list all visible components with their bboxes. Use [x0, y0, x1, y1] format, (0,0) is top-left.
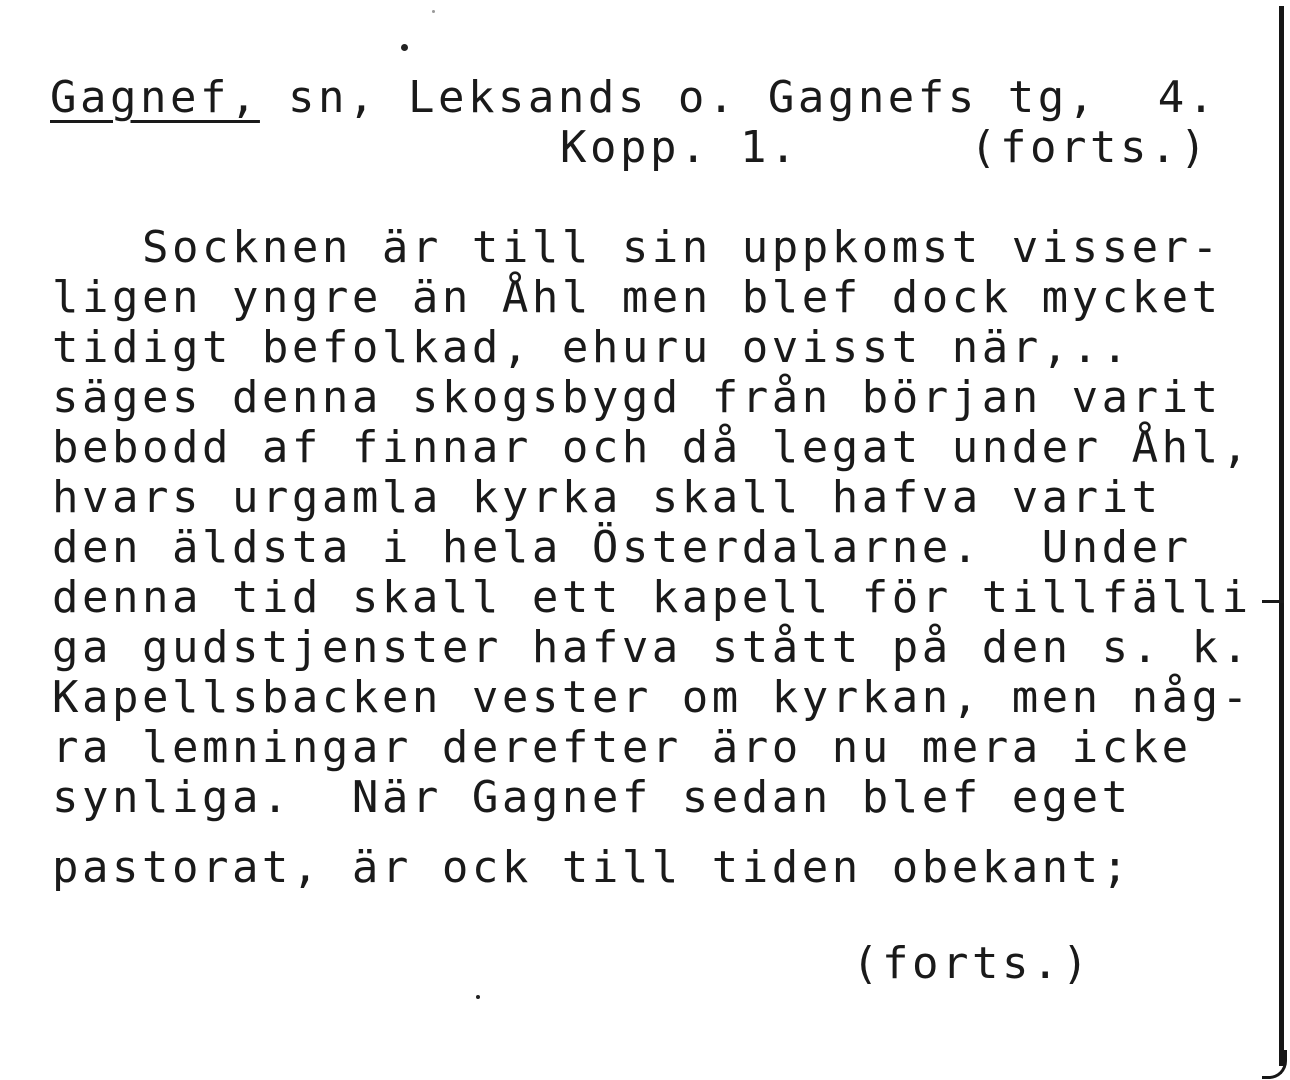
body-line: synliga. När Gagnef sedan blef eget [52, 772, 1132, 823]
card-right-edge [1279, 6, 1284, 1066]
margin-hyphen [1262, 600, 1284, 603]
body-line: tidigt befolkad, ehuru ovisst när,.. [52, 322, 1132, 373]
body-line: ra lemningar derefter äro nu mera icke [52, 722, 1192, 773]
heading-place-name: Gagnef, [50, 72, 260, 123]
body-line: ligen yngre än Åhl men blef dock mycket [52, 272, 1222, 323]
body-line: bebodd af finnar och då legat under Åhl, [52, 422, 1252, 473]
ink-speck [401, 44, 408, 51]
body-line: den äldsta i hela Österdalarne. Under [52, 522, 1192, 573]
body-line: Socknen är till sin uppkomst visser- [52, 222, 1222, 273]
footer-continued-note: (forts.) [852, 938, 1092, 989]
ink-speck [432, 10, 435, 13]
body-line: hvars urgamla kyrka skall hafva varit [52, 472, 1162, 523]
ink-speck [476, 995, 480, 999]
heading-subtitle: Kopp. 1. [560, 122, 800, 173]
body-line: ga gudstjenster hafva stått på den s. k. [52, 622, 1252, 673]
body-line: pastorat, är ock till tiden obekant; [52, 842, 1132, 893]
heading-continued-note: (forts.) [970, 122, 1210, 173]
body-line: säges denna skogsbygd från början varit [52, 372, 1222, 423]
body-line: Kapellsbacken vester om kyrkan, men någ- [52, 672, 1252, 723]
card-corner-curl [1262, 1050, 1287, 1079]
heading-parish-info: sn, Leksands o. Gagnefs tg, 4. [288, 72, 1218, 123]
body-line: denna tid skall ett kapell för tillfälli [52, 572, 1252, 623]
